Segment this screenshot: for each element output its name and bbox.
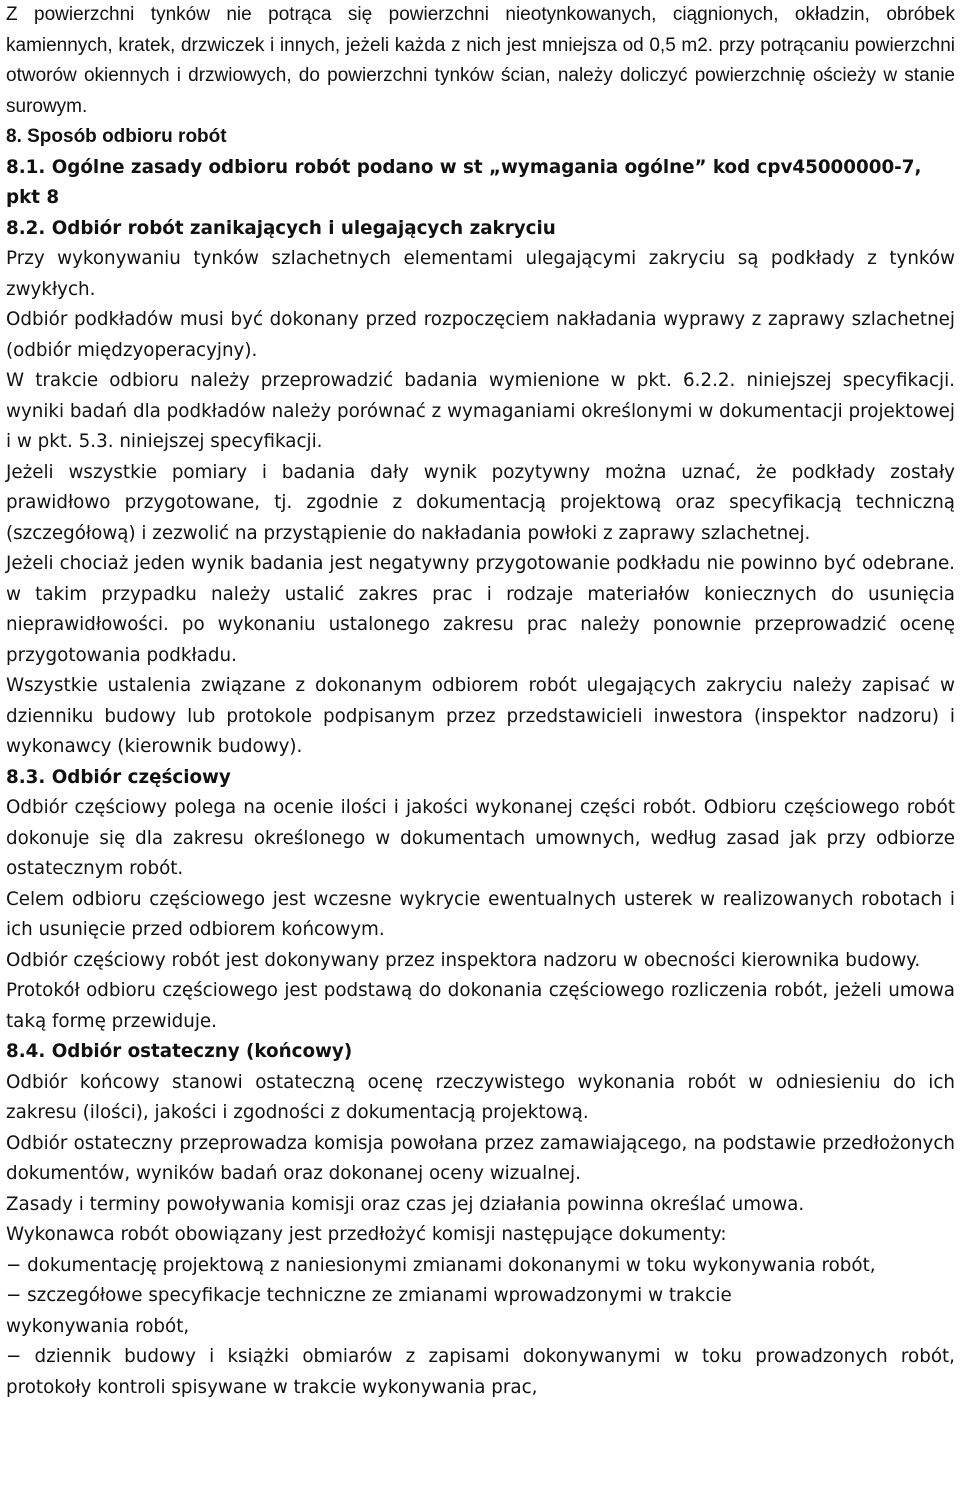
- paragraph: Celem odbioru częściowego jest wczesne wykrycie ewentualnych usterek w realizowanych robotach i ich usunięcie przed odbiorem końcowym.: [6, 888, 955, 940]
- paragraph: Odbiór częściowy robót jest dokonywany przez inspektora nadzoru w obecności kierownika budowy.: [6, 949, 921, 971]
- heading-section-8-1: 8.1. Ogólne zasady odbioru robót podano w st „wymagania ogólne” kod cpv45000000-7, pkt 8: [6, 156, 922, 208]
- heading-section-8: 8. Sposób odbioru robót: [6, 126, 227, 147]
- paragraph-surface-deduction: Z powierzchni tynków nie potrąca się powierzchni nieotynkowanych, ciągnionych, okładzin, obróbek kamiennych, kratek, drzwiczek i innych, jeżeli każda z nich jest mniejsza od 0,5 m2. przy potrącaniu powierzchni otworów okiennych i drzwiowych, do powierzchni tynków ścian, należy doliczyć powierzchnię ościeży w stanie surowym.: [6, 4, 955, 117]
- paragraph: Protokół odbioru częściowego jest podstawą do dokonania częściowego rozliczenia robót, jeżeli umowa taką formę przewiduje.: [6, 980, 955, 1032]
- list-item: − dziennik budowy i książki obmiarów z zapisami dokonywanymi w toku prowadzonych robót, protokoły kontroli spisywane w trakcie wykonywania prac,: [6, 1346, 955, 1398]
- paragraph: Jeżeli wszystkie pomiary i badania dały wynik pozytywny można uznać, że podkłady zostały prawidłowo przygotowane, tj. zgodnie z dokumentacją projektową oraz specyfikacją techniczną (szczegółową) i zezwolić na przystąpienie do nakładania powłoki z zaprawy szlachetnej.: [6, 461, 955, 544]
- heading-section-8-3: 8.3. Odbiór częściowy: [6, 766, 231, 788]
- paragraph: Wykonawca robót obowiązany jest przedłożyć komisji następujące dokumenty:: [6, 1224, 727, 1245]
- paragraph: Odbiór ostateczny przeprowadza komisja powołana przez zamawiającego, na podstawie przedłożonych dokumentów, wyników badań oraz dokonanej oceny wizualnej.: [6, 1132, 955, 1184]
- paragraph: Zasady i terminy powoływania komisji oraz czas jej działania powinna określać umowa.: [6, 1193, 805, 1215]
- paragraph: Jeżeli chociaż jeden wynik badania jest negatywny przygotowanie podkładu nie powinno być odebrane. w takim przypadku należy ustalić zakres prac i rodzaje materiałów koniecznych do usunięcia nieprawidłowości. po wykonaniu ustalonego zakresu prac należy ponownie przeprowadzić ocenę przygotowania podkładu.: [6, 553, 955, 666]
- heading-section-8-2: 8.2. Odbiór robót zanikających i ulegających zakryciu: [6, 217, 556, 239]
- paragraph: Odbiór podkładów musi być dokonany przed rozpoczęciem nakładania wyprawy z zaprawy szlachetnej (odbiór międzyoperacyjny).: [6, 309, 955, 361]
- heading-section-8-4: 8.4. Odbiór ostateczny (końcowy): [6, 1041, 353, 1062]
- list-item: − szczegółowe specyfikacje techniczne ze zmianami wprowadzonymi w trakcie wykonywania robót,: [6, 1285, 732, 1337]
- paragraph: W trakcie odbioru należy przeprowadzić badania wymienione w pkt. 6.2.2. niniejszej specyfikacji. wyniki badań dla podkładów należy porównać z wymaganiami określonymi w dokumentacji projektowej i w pkt. 5.3. niniejszej specyfikacji.: [6, 370, 955, 452]
- paragraph: Przy wykonywaniu tynków szlachetnych elementami ulegającymi zakryciu są podkłady z tynków zwykłych.: [6, 248, 955, 300]
- paragraph: Odbiór końcowy stanowi ostateczną ocenę rzeczywistego wykonania robót w odniesieniu do ich zakresu (ilości), jakości i zgodności z dokumentacją projektową.: [6, 1071, 955, 1123]
- paragraph: Odbiór częściowy polega na ocenie ilości i jakości wykonanej części robót. Odbioru częściowego robót dokonuje się dla zakresu określonego w dokumentach umownych, według zasad jak przy odbiorze ostatecznym robót.: [6, 797, 955, 879]
- list-item: − dokumentację projektową z naniesionymi zmianami dokonanymi w toku wykonywania robót,: [6, 1254, 876, 1276]
- paragraph: Wszystkie ustalenia związane z dokonanym odbiorem robót ulegających zakryciu należy zapisać w dzienniku budowy lub protokole podpisanym przez przedstawicieli inwestora (inspektor nadzoru) i wykonawcy (kierownik budowy).: [6, 675, 955, 757]
